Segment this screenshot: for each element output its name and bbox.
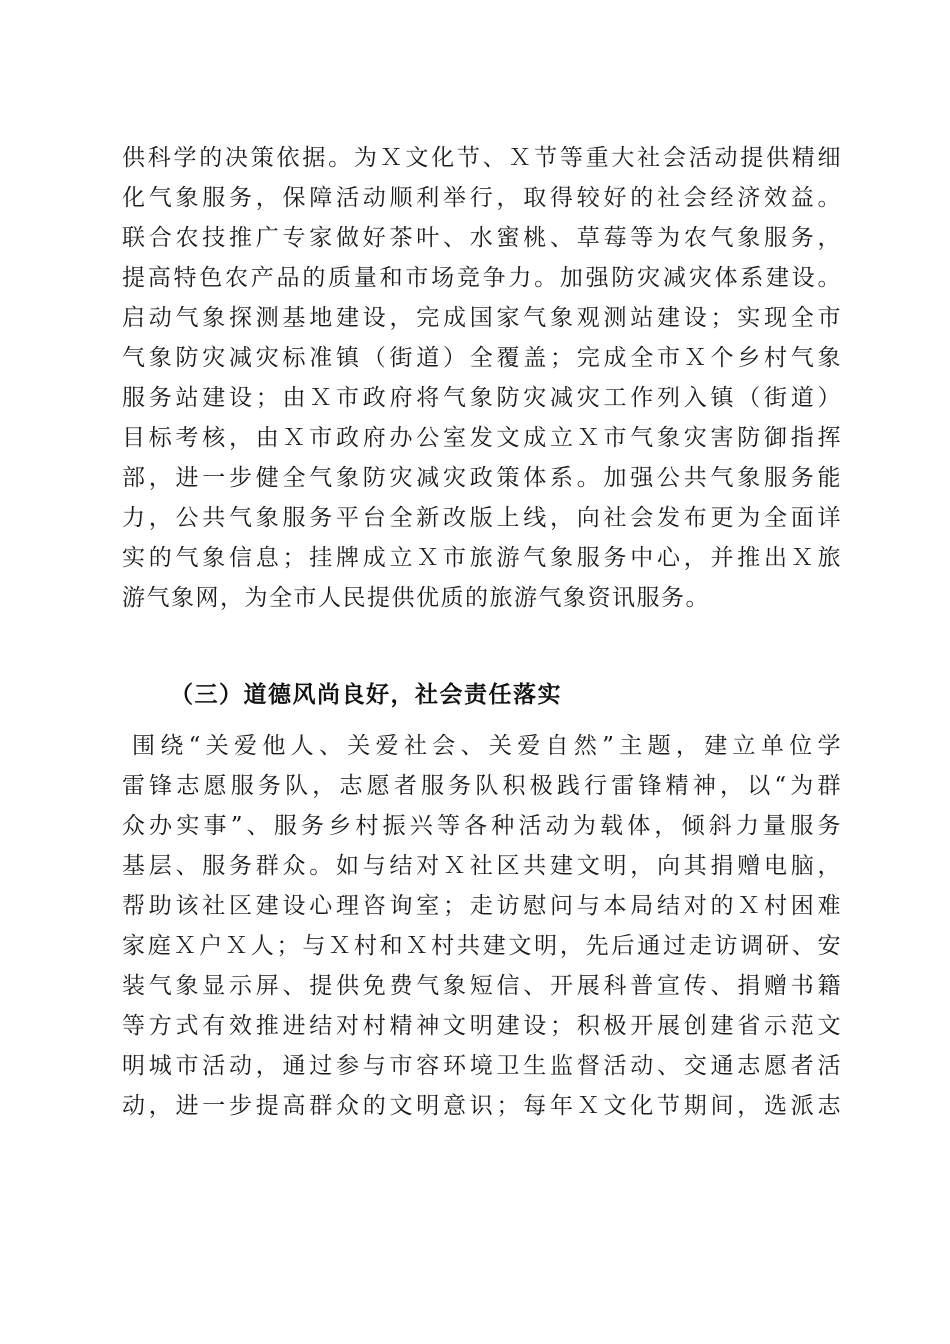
text-line: 力，公共气象服务平台全新改版上线，向社会发布更为全面详 bbox=[122, 505, 842, 531]
text-line: 提高特色农产品的质量和市场竞争力。加强防灾减灾体系建设。 bbox=[122, 265, 842, 291]
text-line: 目标考核，由Ｘ市政府办公室发文成立Ｘ市气象灾害防御指挥 bbox=[122, 425, 842, 451]
text-line: 帮助该社区建设心理咨询室；走访慰问与本局结对的Ｘ村困难 bbox=[122, 893, 842, 919]
text-line: 化气象服务，保障活动顺利举行，取得较好的社会经济效益。 bbox=[122, 185, 842, 211]
paragraph-continued bbox=[122, 138, 842, 618]
text-line: 动，进一步提高群众的文明意识；每年Ｘ文化节期间，选派志 bbox=[122, 1093, 842, 1119]
text-line: 启动气象探测基地建设，完成国家气象观测站建设；实现全市 bbox=[122, 305, 842, 331]
text-line: 明城市活动，通过参与市容环境卫生监督活动、交通志愿者活 bbox=[122, 1053, 842, 1079]
text-line: 实的气象信息；挂牌成立Ｘ市旅游气象服务中心，并推出Ｘ旅 bbox=[122, 545, 842, 571]
text-line: 气象防灾减灾标准镇（街道）全覆盖；完成全市Ｘ个乡村气象 bbox=[122, 345, 842, 371]
text-line: 游气象网，为全市人民提供优质的旅游气象资讯服务。 bbox=[122, 585, 710, 611]
text-line: 基层、服务群众。如与结对Ｘ社区共建文明，向其捐赠电脑， bbox=[122, 853, 842, 879]
paragraph-section3 bbox=[122, 726, 842, 1126]
text-line: 等方式有效推进结对村精神文明建设；积极开展创建省示范文 bbox=[122, 1013, 842, 1039]
text-line: 部，进一步健全气象防灾减灾政策体系。加强公共气象服务能 bbox=[122, 465, 842, 491]
text-line: 供科学的决策依据。为Ｘ文化节、Ｘ节等重大社会活动提供精细 bbox=[122, 145, 842, 171]
text-line: 众办实事”、服务乡村振兴等各种活动为载体，倾斜力量服务 bbox=[122, 813, 842, 839]
text-line: 装气象显示屏、提供免费气象短信、开展科普宣传、捐赠书籍 bbox=[122, 973, 842, 999]
text-line: 联合农技推广专家做好茶叶、水蜜桃、草莓等为农气象服务， bbox=[122, 225, 842, 251]
text-line: 服务站建设；由Ｘ市政府将气象防灾减灾工作列入镇（街道） bbox=[122, 385, 842, 411]
text-line: 家庭Ｘ户Ｘ人；与Ｘ村和Ｘ村共建文明，先后通过走访调研、安 bbox=[122, 933, 842, 959]
text-line: 围绕“关爱他人、关爱社会、关爱自然”主题，建立单位学 bbox=[132, 733, 842, 759]
text-line: 雷锋志愿服务队，志愿者服务队积极践行雷锋精神，以“为群 bbox=[122, 773, 842, 799]
section-heading: （三）道德风尚良好，社会责任落实 bbox=[170, 681, 562, 708]
